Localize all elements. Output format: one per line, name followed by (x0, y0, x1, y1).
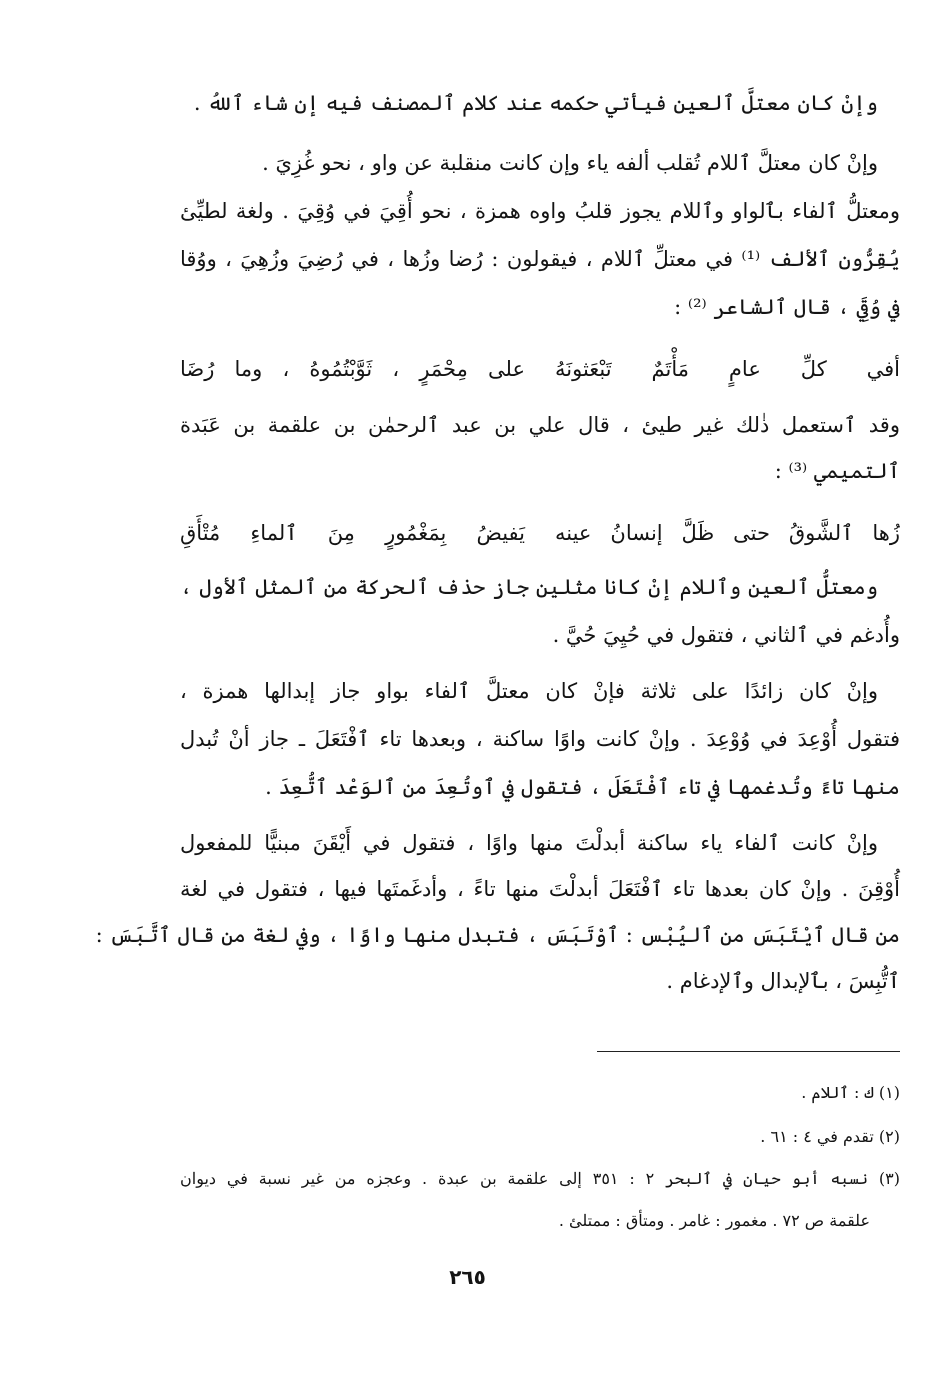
text-line: وأُدغم في ٱلثاني ، فتقول في حُيِيَ حُيَّ . (552, 623, 900, 647)
text-line: وإنْ كان زائدًا على ثلاثة فإنْ كان معتلَّ ٱلفاء بواو جاز إبدالها همزة ، (180, 679, 878, 703)
text-line: وإنْ كان معتلَّ ٱلعين فيأتي حكمه عند كلام ٱلمصنف فيه إن شاء ٱللهُ . (193, 91, 878, 115)
text-line: وإنْ كان معتلَّ ٱللام تُقلب ألفه ياء وإن كانت منقلبة عن واو ، نحو غُزِيَ . (262, 151, 878, 175)
text-line: ٱتُّبِسَ ، بٱلإبدال وٱلإدغام . (666, 969, 900, 993)
footnote: (٢) تقدم في ٤ : ٦١ . (760, 1127, 900, 1146)
text-line: وقد ٱستعمل ذٰلك غير طيئ ، قال علي بن عبد ٱلرحمٰن بن علقمة بن عَبَدة (180, 413, 900, 437)
footnote: (١) ك : ٱللام . (801, 1083, 900, 1102)
text-line: ٱلتميمي ⁽³⁾ : (774, 459, 900, 483)
text-line: من قال ٱيْتَبَسَ من ٱليُبْس : ٱوْتَبَسَ ، فتبدل منها واوًا ، وفي لغة من قال ٱتَّبَسَ : (95, 923, 900, 947)
text-line: أُوْقِنَ . وإنْ كان بعدها تاء ٱفْتَعَلَ أبدلْتَ منها تاءً ، وأدغَمتَها فيها ، فتقول في لغة (180, 877, 900, 901)
poetry-verse (180, 352, 900, 386)
text-line: يُقِرُّون ٱلألف ⁽¹⁾ في معتلِّ ٱللام ، فيقولون : رُضا وزُها ، في رُضِيَ وزُهِيَ ، ووُقا (180, 247, 900, 271)
text-line: ومعتلُّ ٱلعين وٱللام إنْ كانا مثلين جاز حذف ٱلحركة من ٱلمثل ٱلأول ، (180, 575, 878, 599)
verse-second-hemistich: على مِحْمَرٍ ، ثَوَّبْتُمُوهُ ، وما رُضَا (180, 357, 525, 381)
poetry-verse (180, 516, 900, 550)
text-line: ومعتلُّ ٱلفاء بٱلواو وٱللام يجوز قلبُ واوه همزة ، نحو أُقِيَ في وُقِيَ . ولغة لطيِّئ (180, 199, 900, 223)
page-number: ٢٦٥ (449, 1265, 486, 1289)
verse-first-hemistich: أفي كلِّ عامٍ مَأْتَمٌ تَبْعَثونَهُ (555, 357, 900, 381)
verse-second-hemistich: يَفيضُ بِمَغْمُورٍ مِنَ ٱلماءِ مُتْأَقِ (180, 521, 525, 545)
verse-first-hemistich: زُها ٱلشَّوقُ حتى ظَلَّ إنسانُ عينه (555, 521, 900, 545)
text-line: فتقول أُوْعِدَ في وُوْعِدَ . وإنْ كانت واوًا ساكنة ، وبعدها تاء ٱفْتَعَلَ ـ جاز أنْ تُبدل (180, 727, 900, 751)
footnote-continuation: علقمة ص ٧٢ . مغمور : غامر . ومتأق : ممتلئ . (558, 1211, 870, 1230)
text-line: وإنْ كانت ٱلفاء ياء ساكنة أبدلْتَ منها واوًا ، فتقول في أَيْقَنَ مبنيًّا للمفعول (180, 831, 878, 855)
text-line: في وُقِيَ ، قال ٱلشاعر ⁽²⁾ : (674, 295, 900, 319)
footnote-divider (597, 1051, 900, 1052)
footnote: (٣) نسبه أبو حيان في ٱلبحر ٢ : ٣٥١ إلى علقمة بن عبدة . وعجزه من غير نسبة في ديوان (180, 1169, 901, 1188)
text-line: منها تاءً وتُدغمها في تاء ٱفْتَعَلَ ، فتقول في ٱوتُعِدَ من ٱلوَعْد ٱتُّعِدَ . (265, 775, 900, 799)
